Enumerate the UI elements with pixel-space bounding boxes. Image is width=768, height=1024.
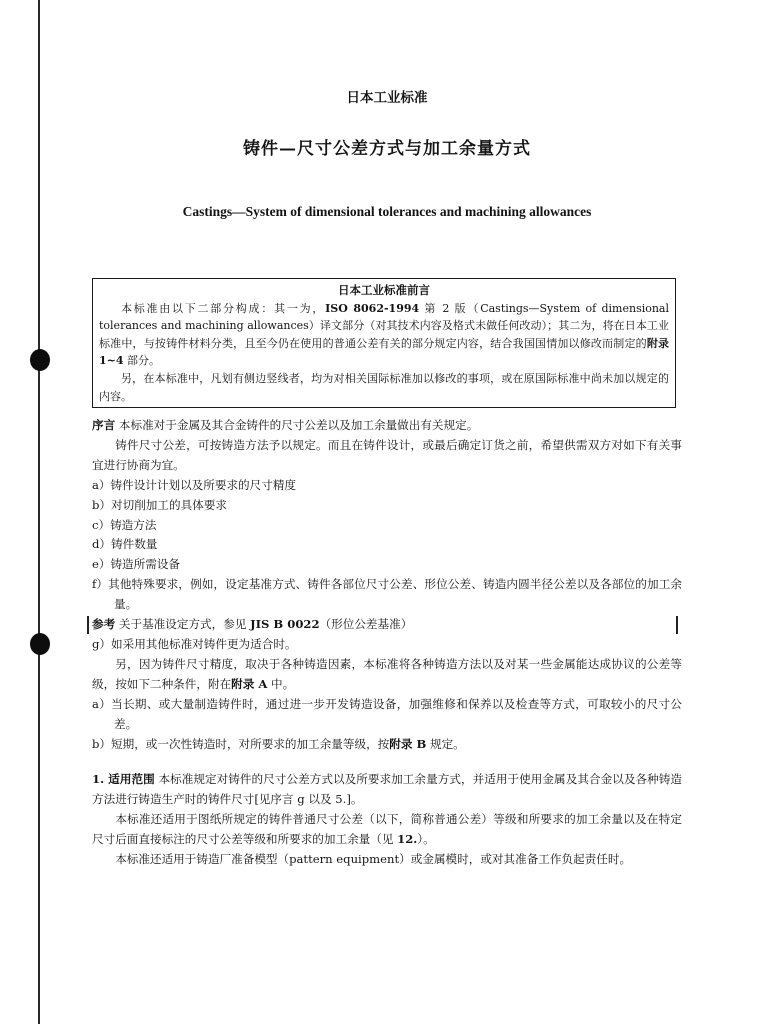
iso-reference: ISO 8062-1994 <box>325 301 420 315</box>
list-item: b）对切削加工的具体要求 <box>92 497 227 512</box>
paragraph-text: ）。 <box>417 832 435 847</box>
revision-bar <box>87 616 89 634</box>
reference-text: （形位公差基准） <box>319 617 413 632</box>
binding-margin-line <box>38 0 40 1024</box>
preface-paragraph <box>92 416 682 436</box>
main-body <box>92 416 682 870</box>
annex-reference: 附录 A <box>231 676 268 691</box>
annex-reference: 附录 1~4 <box>99 336 670 368</box>
list-item: a）铸件设计计划以及所要求的尺寸精度 <box>92 477 297 492</box>
jis-reference: JIS B 0022 <box>250 617 320 632</box>
preface-text: 本标准对于金属及其合金铸件的尺寸公差以及加工余量做出有关规定。 <box>115 418 479 432</box>
list-item: a）当长期、或大量制造铸件时，通过进一步开发铸造设备，加强维修和保养以及检查等方式，可取较小的尺寸公差。 <box>92 696 682 731</box>
foreword-paragraph-2: 另，在本标准中，凡划有侧边竖线者，均为对相关国际标准加以修改的事项，或在原国际标准中尚未加以规定的内容。 <box>99 371 669 403</box>
section-gap <box>92 754 682 770</box>
punch-hole-top <box>30 349 50 371</box>
punch-hole-bottom <box>30 633 50 655</box>
reference-note <box>92 615 682 635</box>
revision-bar <box>676 616 678 634</box>
scope-text: 本标准规定对铸件的尺寸公差方式以及所要求加工余量方式，并适用于使用金属及其合金以及各种铸造方法进行铸造生产时的铸件尺寸[见序言 g 以及 5.]。 <box>92 772 682 807</box>
title-english: Castings—System of dimensional tolerances and machining allowances <box>182 204 592 219</box>
foreword-paragraph-1 <box>99 300 669 370</box>
list-item: f）其他特殊要求，例如，设定基准方式、铸件各部位尺寸公差、形位公差、铸造内圆半径公差以及各部位的加工余量。 <box>92 577 682 612</box>
other-paragraph <box>92 655 682 695</box>
paragraph-text: 本标准还适用于图纸所规定的铸件普通尺寸公差（以下，简称普通公差）等级和所要求的加工余量以及在特定尺寸后面直接标注的尺寸公差等级和所要求的加工余量（见 <box>92 812 682 847</box>
annex-reference: 附录 B <box>389 736 427 751</box>
paragraph-text: 另，因为铸件尺寸精度，取决于各种铸造因素，本标准将各种铸造方法以及对某一些金属能达成协议的公差等级，按如下二种条件，附在 <box>92 656 682 691</box>
scope-paragraph <box>92 770 682 810</box>
reference-text: 关于基准设定方式，参见 <box>115 617 251 632</box>
foreword-box <box>92 278 676 408</box>
title-chinese: 铸件—尺寸公差方式与加工余量方式 <box>243 139 531 159</box>
list-item: c）铸造方法 <box>92 517 157 532</box>
standard-name: 日本工业标准 <box>346 90 428 106</box>
list-item-text: 规定。 <box>426 736 465 751</box>
list-item: g）如采用其他标准对铸件更为适合时。 <box>92 636 297 651</box>
section-heading: 1. 适用范围 <box>92 772 155 787</box>
preface-label: 序言 <box>92 418 116 432</box>
clause-reference: 12. <box>397 832 418 847</box>
foreword-text: 本标准由以下二部分构成：其一为， <box>121 301 326 315</box>
reference-label: 参考 <box>92 617 116 632</box>
list-item <box>92 735 682 755</box>
scope-paragraph-2 <box>92 810 682 850</box>
preface-paragraph-2: 铸件尺寸公差，可按铸造方法予以规定。而且在铸件设计，或最后确定订货之前，希望供需双方对如下有关事宜进行协商为宜。 <box>92 437 682 472</box>
paragraph-text: 中。 <box>267 676 295 691</box>
list-item: e）铸造所需设备 <box>92 557 181 572</box>
foreword-text: 部分。 <box>123 354 161 368</box>
list-item-text: b）短期，或一次性铸造时，对所要求的加工余量等级，按 <box>92 736 390 751</box>
foreword-text: 第 2 版（Castings—System of dimensional tolerances and machining allowances）译文部分（对其技术内容及格式未做任何改动）；其二为，将在日本工业标准中，与按铸件材料分类，且至今仍在使用的普通公差有关的部分规定内容，结合我国国情加以修改而制定的 <box>99 301 670 350</box>
foreword-title: 日本工业标准前言 <box>338 283 430 297</box>
list-item: d）铸件数量 <box>92 537 158 552</box>
scope-paragraph-3: 本标准还适用于铸造厂准备模型（pattern equipment）或金属模时，或对其准备工作负起责任时。 <box>115 852 632 867</box>
